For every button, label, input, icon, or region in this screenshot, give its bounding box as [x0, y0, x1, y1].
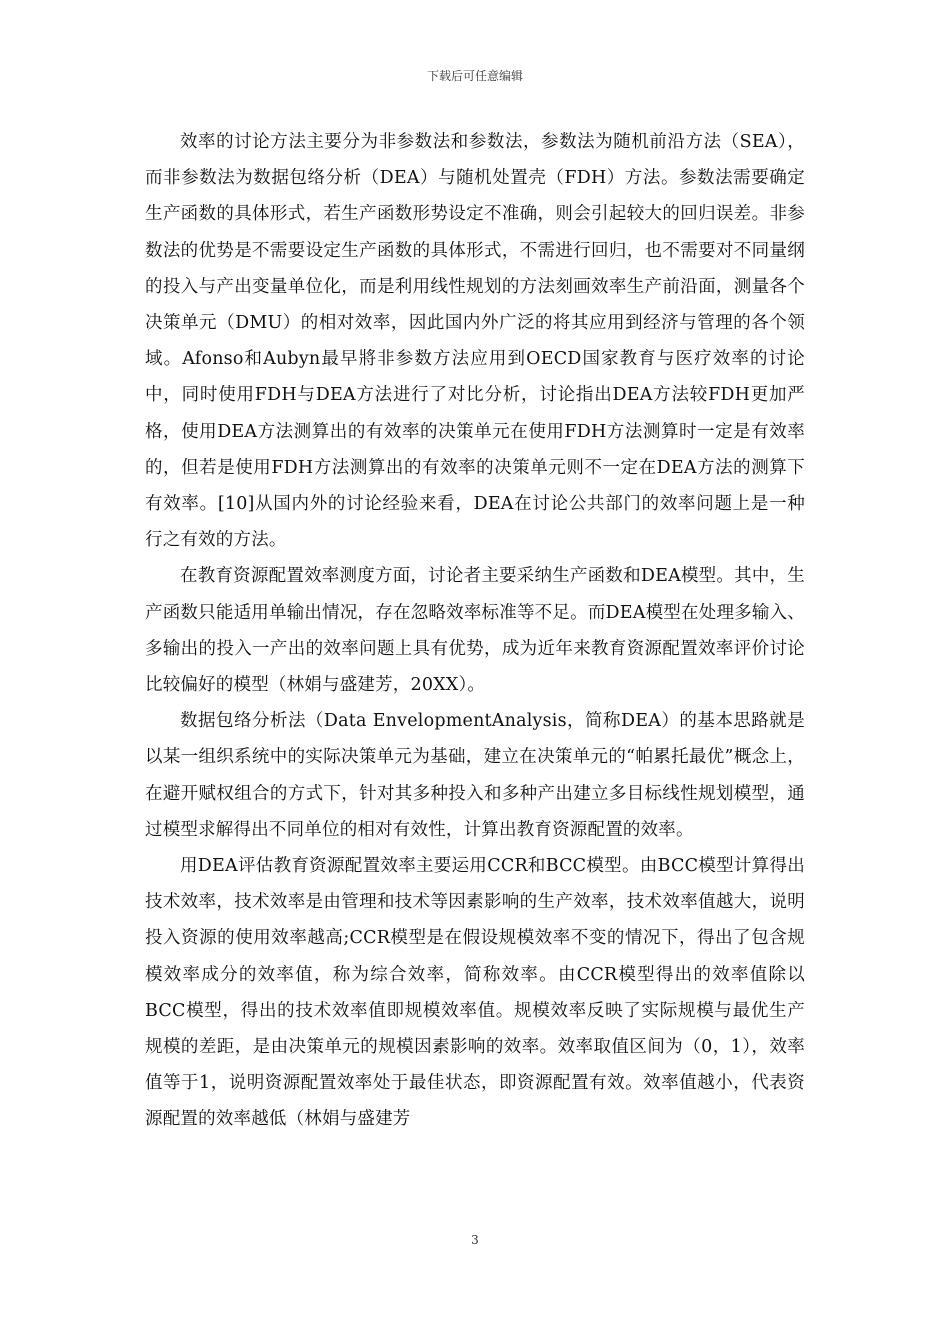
page-header: 下载后可任意编辑: [426, 69, 523, 83]
paragraph-1: 效率的讨论方法主要分为非参数法和参数法，参数法为随机前沿方法（SEA），而非参数法为数据包络分析（DEA）与随机处置壳（FDH）方法。参数法需要确定生产函数的具体形式，若生产函数形势设定不准确，则会引起较大的回归误差。非参数法的优势是不需要设定生产函数的具体形式，不需进行回归，也不需要对不同量纲的投入与产出变量单位化，而是利用线性规划的方法刻画效率生产前沿面，测量各个决策单元（DMU）的相对效率，因此国内外广泛的将其应用到经济与管理的各个领域。Afonso和Aubyn最早將非参数方法应用到OECD国家教育与医疗效率的讨论中，同时使用FDH与DEA方法进行了对比分析，讨论指出DEA方法较FDH更加严格，使用DEA方法测算出的有效率的决策单元在使用FDH方法测算时一定是有效率的，但若是使用FDH方法测算出的有效率的决策单元则不一定在DEA方法的测算下有效率。[10]从国内外的讨论经验来看，DEA在讨论公共部门的效率问题上是一种行之有效的方法。: [145, 132, 805, 551]
document-body: [145, 124, 805, 1138]
page-number: 3: [471, 1233, 479, 1247]
paragraph-3: 数据包络分析法（Data EnvelopmentAnalysis，简称DEA）的基本思路就是以某一组织系统中的实际决策单元为基础，建立在决策单元的“帕累托最优”概念上，在避开赋权组合的方式下，针对其多种投入和多种产出建立多目标线性规划模型，通过模型求解得出不同单位的相对有效性，计算出教育资源配置的效率。: [145, 711, 805, 840]
paragraph-2: 在教育资源配置效率测度方面，讨论者主要采纳生产函数和DEA模型。其中，生产函数只能适用单输出情况，存在忽略效率标准等不足。而DEA模型在处理多输入、多输出的投入一产出的效率问题上具有优势，成为近年来教育资源配置效率评价讨论比较偏好的模型（林娟与盛建芳，20XX）。: [145, 566, 805, 696]
paragraph-4: 用DEA评估教育资源配置效率主要运用CCR和BCC模型。由BCC模型计算得出技术效率，技术效率是由管理和技术等因素影响的生产效率，技术效率值越大，说明投入资源的使用效率越高;CCR模型是在假设规模效率不变的情况下，得出了包含规模效率成分的效率值，称为综合效率，简称效率。由CCR模型得出的效率值除以BCC模型，得出的技术效率值即规模效率值。规模效率反映了实际规模与最优生产规模的差距，是由决策单元的规模因素影响的效率。效率取值区间为（0，1），效率值等于1，说明资源配置效率处于最佳状态，即资源配置有效。效率值越小，代表资源配置的效率越低（林娟与盛建芳: [145, 856, 805, 1130]
